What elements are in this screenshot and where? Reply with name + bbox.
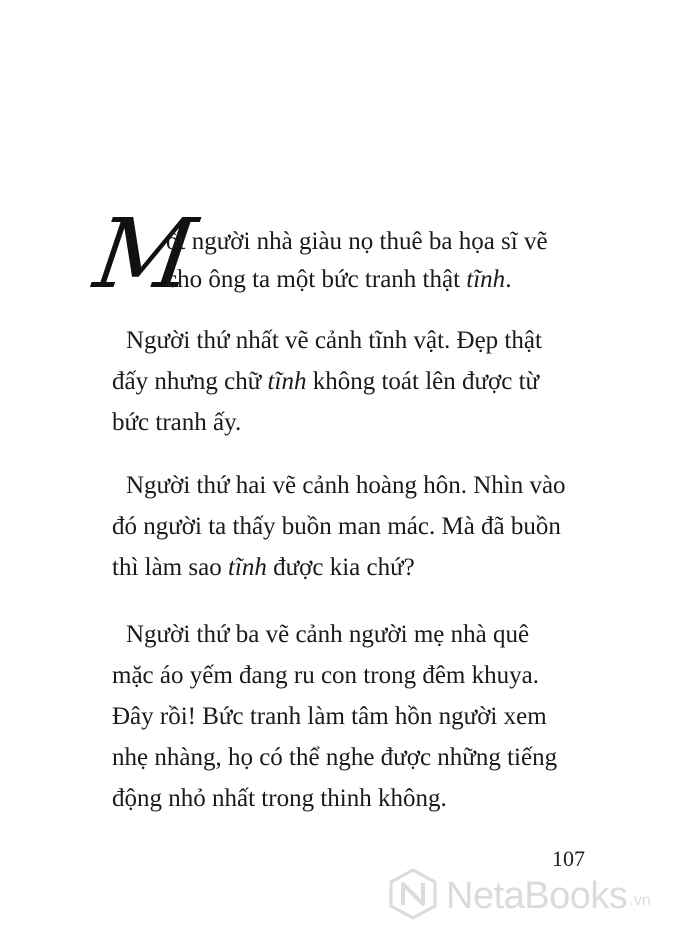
watermark-brand: NetaBooks [446,874,628,917]
text-run: thì làm sao [112,554,228,581]
paragraph-2-line-2 [112,361,594,402]
netabooks-logo-icon [386,867,440,926]
text-run: cho ông ta một bức tranh thật [166,266,467,293]
paragraph-3-line-3 [112,547,594,588]
paragraph-2 [112,320,594,443]
drop-cap: M [88,198,203,310]
paragraph-4-line-3: Đây rồi! Bức tranh làm tâm hồn người xem [112,703,547,730]
paragraph-4-line-4: nhẹ nhàng, họ có thể nghe được những tiếng [112,744,558,771]
emphasis-text: tĩnh [227,554,267,581]
text-run: được kia chứ? [266,554,415,581]
paragraph-1 [166,223,596,299]
text-run: không toát lên được từ [306,368,540,395]
text-run: . [505,266,512,293]
paragraph-2-line-3: bức tranh ấy. [112,409,242,436]
text-run: đấy nhưng chữ [112,368,268,395]
paragraph-1-line-1: ột người nhà giàu nọ thuê ba họa sĩ vẽ [166,228,548,255]
watermark [386,868,686,924]
paragraph-4-line-1: Người thứ ba vẽ cảnh người mẹ nhà quê [126,621,530,648]
emphasis-text: tĩnh [466,266,506,293]
page-number: 107 [552,846,585,871]
paragraph-3-line-1: Người thứ hai vẽ cảnh hoàng hôn. Nhìn vào [126,472,566,499]
paragraph-4-line-2: mặc áo yếm đang ru con trong đêm khuya. [112,662,539,689]
paragraph-3-line-2: đó người ta thấy buồn man mác. Mà đã buồn [112,513,561,540]
paragraph-2-line-1: Người thứ nhất vẽ cảnh tĩnh vật. Đẹp thật [126,327,542,354]
watermark-suffix: .vn [629,892,651,909]
paragraph-3 [112,465,594,588]
emphasis-text: tĩnh [267,368,307,395]
paragraph-4-line-5: động nhỏ nhất trong thinh không. [112,785,447,812]
paragraph-4 [112,614,594,819]
paragraph-1-line-2 [166,261,596,299]
